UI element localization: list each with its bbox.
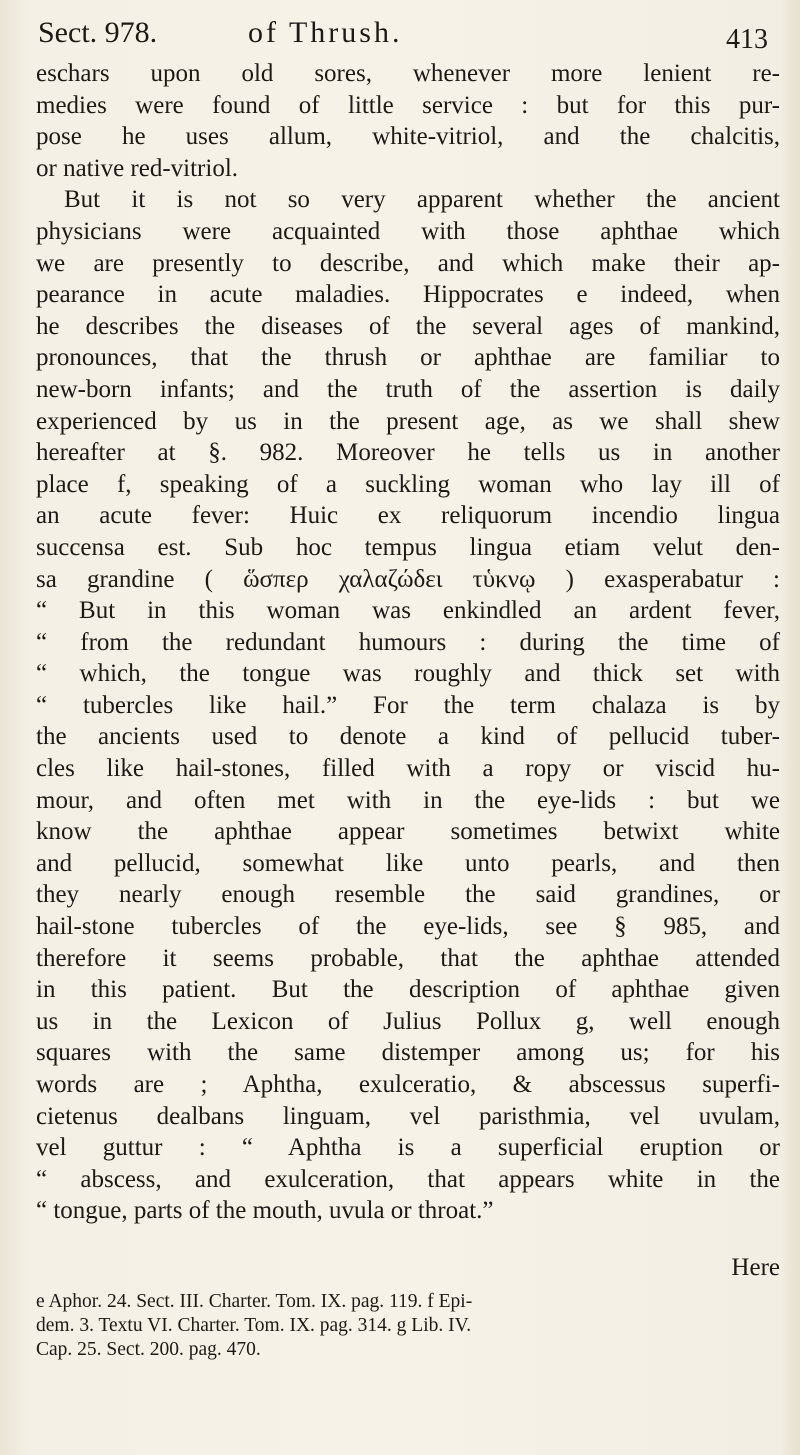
text-line: and pellucid, somewhat like unto pearls, and then	[36, 849, 780, 877]
section-reference: Sect. 978.	[38, 16, 158, 49]
text-line: But it is not so very apparent whether the ancient	[64, 186, 780, 214]
text-line: us in the Lexicon of Julius Pollux g, well enough	[36, 1007, 780, 1035]
text-line: eschars upon old sores, whenever more lenient re-	[36, 60, 780, 87]
text-line: we are presently to describe, and which make their ap-	[36, 249, 780, 277]
text-line: words are ; Aphtha, exulceratio, & abscessus superfi-	[36, 1071, 780, 1098]
running-title: of Thrush.	[248, 16, 403, 49]
text-line: he describes the diseases of the several ages of mankind,	[36, 312, 780, 340]
text-line: “ which, the tongue was roughly and thick set with	[36, 660, 780, 688]
text-line: “ But in this woman was enkindled an ardent fever,	[36, 597, 780, 625]
text-line: in this patient. But the description of aphthae given	[36, 976, 780, 1004]
text-line: mour, and often met with in the eye-lids : but we	[36, 786, 780, 814]
footnote-line: e Aphor. 24. Sect. III. Charter. Tom. IX. pag. 119. f Epi-	[36, 1291, 473, 1312]
text-line: sa grandine ( ὥσπερ χαλαζώδει τὑκνῳ ) exasperabatur :	[36, 565, 780, 593]
text-line: pronounces, that the thrush or aphthae are familiar to	[36, 344, 780, 372]
text-line: know the aphthae appear sometimes betwixt white	[36, 818, 780, 846]
text-line: pearance in acute maladies. Hippocrates e indeed, when	[36, 281, 780, 309]
text-line: hereafter at §. 982. Moreover he tells us in another	[36, 439, 780, 467]
text-line: the ancients used to denote a kind of pellucid tuber-	[36, 723, 780, 751]
text-line: experienced by us in the present age, as we shall shew	[36, 407, 780, 435]
text-line: cietenus dealbans linguam, vel paristhmia, vel uvulam,	[36, 1102, 780, 1130]
text-line: they nearly enough resemble the said grandines, or	[36, 881, 780, 909]
text-line: “ from the redundant humours : during the time of	[36, 628, 780, 656]
text-line: place f, speaking of a suckling woman who lay ill of	[36, 470, 780, 498]
text-line: physicians were acquainted with those aphthae which	[36, 217, 780, 245]
text-line: “ tongue, parts of the mouth, uvula or throat.”	[36, 1197, 494, 1225]
text-line: “ abscess, and exulceration, that appears white in the	[36, 1165, 780, 1193]
footnotes	[36, 1290, 780, 1362]
text-line: vel guttur : “ Aphtha is a superficial eruption or	[36, 1134, 780, 1162]
text-line: hail-stone tubercles of the eye-lids, see § 985, and	[36, 913, 780, 941]
text-line: cles like hail-stones, filled with a ropy or viscid hu-	[36, 755, 780, 783]
catchword: Here	[731, 1254, 780, 1281]
text-line: succensa est. Sub hoc tempus lingua etiam velut den-	[36, 533, 780, 561]
page-number: 413	[726, 24, 768, 55]
footnote-line: Cap. 25. Sect. 200. pag. 470.	[36, 1339, 261, 1360]
text-line: “ tubercles like hail.” For the term chalaza is by	[36, 691, 780, 719]
footnote-line: dem. 3. Textu VI. Charter. Tom. IX. pag. 314. g Lib. IV.	[36, 1315, 472, 1336]
body-text	[36, 58, 780, 1227]
text-line: medies were found of little service : but for this pur-	[36, 91, 780, 119]
text-line: squares with the same distemper among us; for his	[36, 1039, 780, 1067]
text-line: pose he uses allum, white-vitriol, and the chalcitis,	[36, 123, 780, 151]
text-line: new-born infants; and the truth of the assertion is daily	[36, 375, 780, 403]
running-header	[38, 14, 768, 62]
text-line: an acute fever: Huic ex reliquorum incendio lingua	[36, 502, 780, 530]
text-line: therefore it seems probable, that the aphthae attended	[36, 944, 780, 972]
text-line: or native red-vitriol.	[36, 154, 239, 182]
